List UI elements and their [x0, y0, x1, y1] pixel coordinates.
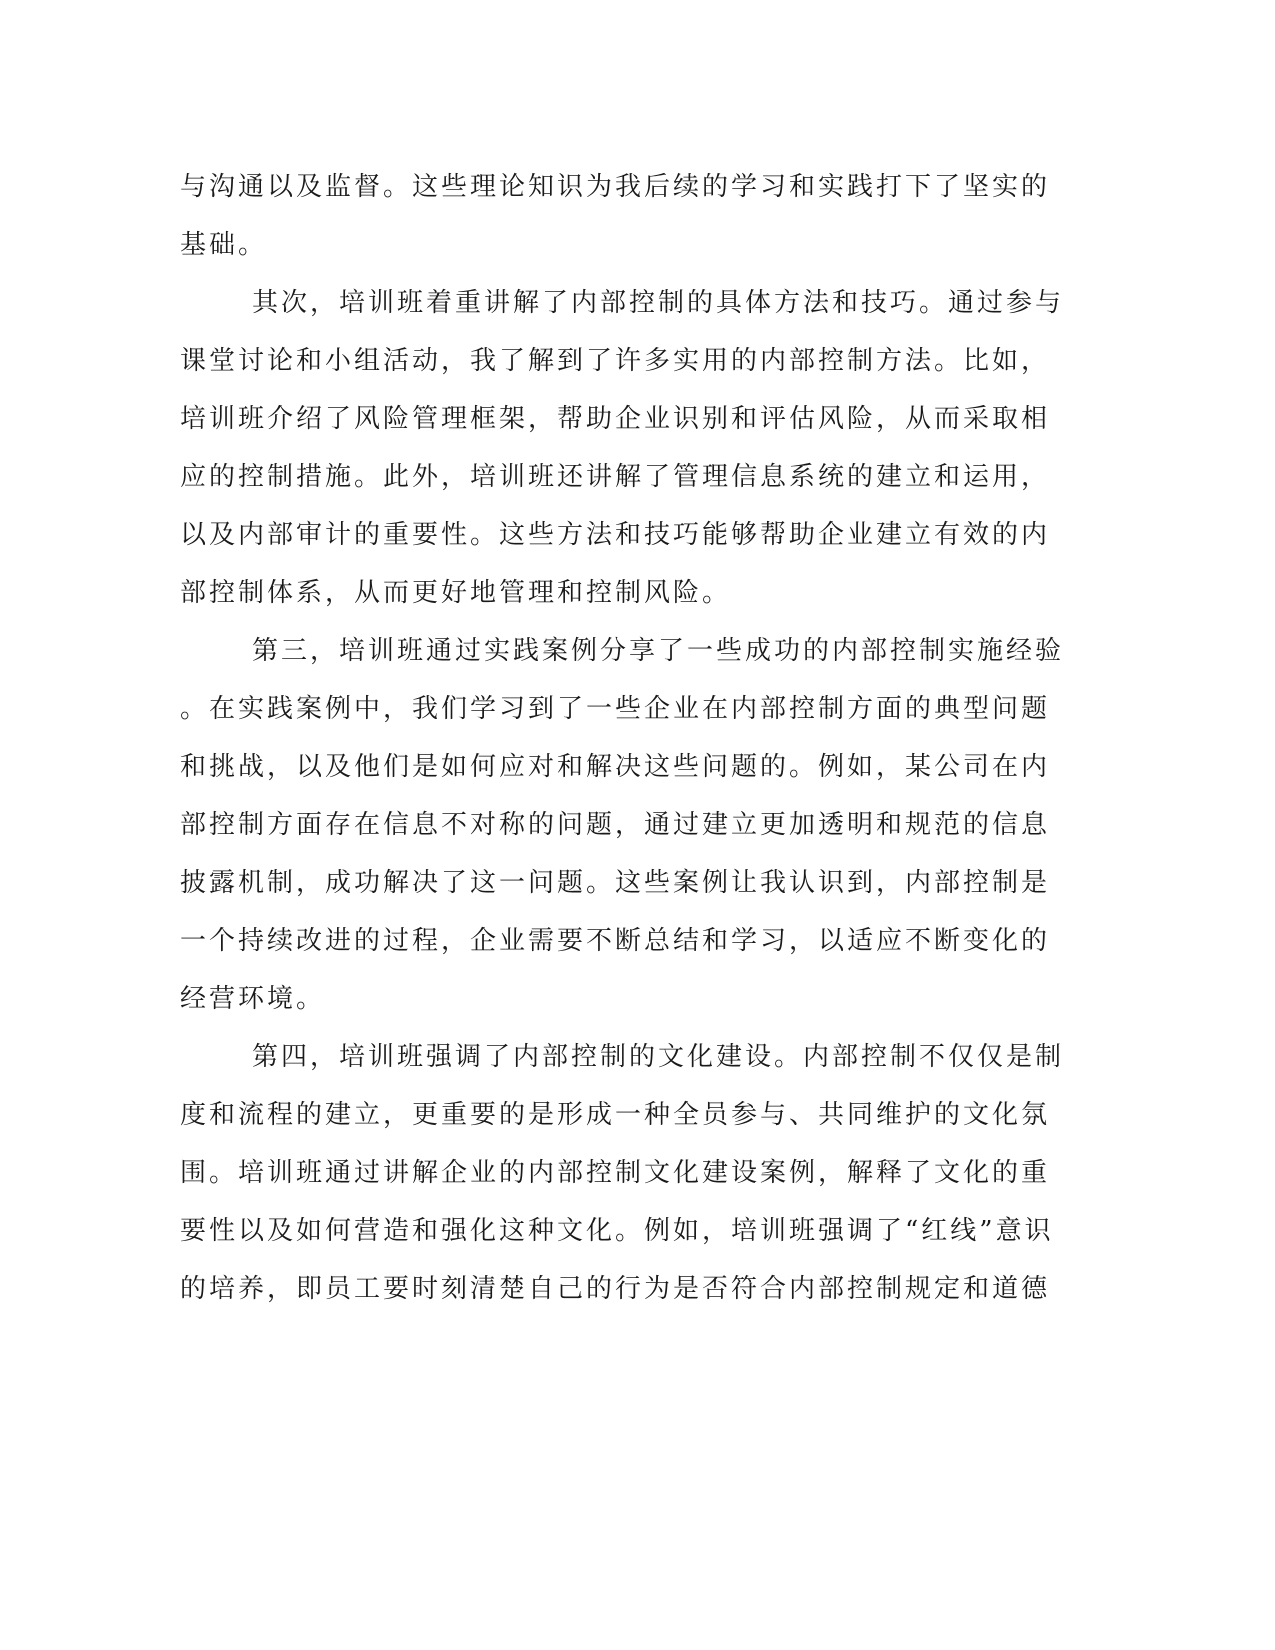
document-body [180, 158, 1065, 1318]
text-line: 经营环境。 [180, 984, 326, 1014]
text-line: 度和流程的建立，更重要的是形成一种全员参与、共同维护的文化氛 [180, 1100, 1051, 1130]
paragraph-start-line: 第三，培训班通过实践案例分享了一些成功的内部控制实施经验 [252, 636, 1065, 666]
text-line: 和挑战，以及他们是如何应对和解决这些问题的。例如，某公司在内 [180, 752, 1051, 782]
text-line: 应的控制措施。此外，培训班还讲解了管理信息系统的建立和运用， [180, 462, 1051, 492]
text-line: 部控制体系，从而更好地管理和控制风险。 [180, 578, 732, 608]
text-line: 的培养，即员工要时刻清楚自己的行为是否符合内部控制规定和道德 [180, 1274, 1051, 1304]
text-line: 。在实践案例中，我们学习到了一些企业在内部控制方面的典型问题 [180, 694, 1051, 724]
text-line: 披露机制，成功解决了这一问题。这些案例让我认识到，内部控制是 [180, 868, 1051, 898]
paragraph-start-line: 第四，培训班强调了内部控制的文化建设。内部控制不仅仅是制 [252, 1042, 1065, 1072]
text-line: 与沟通以及监督。这些理论知识为我后续的学习和实践打下了坚实的 [180, 172, 1051, 202]
text-line: 培训班介绍了风险管理框架，帮助企业识别和评估风险，从而采取相 [180, 404, 1051, 434]
paragraph-start-line: 其次，培训班着重讲解了内部控制的具体方法和技巧。通过参与 [252, 288, 1065, 318]
text-line: 围。培训班通过讲解企业的内部控制文化建设案例，解释了文化的重 [180, 1158, 1051, 1188]
text-line: 一个持续改进的过程，企业需要不断总结和学习，以适应不断变化的 [180, 926, 1051, 956]
text-line: 基础。 [180, 230, 268, 260]
text-line: 要性以及如何营造和强化这种文化。例如，培训班强调了“红线”意识 [180, 1216, 1054, 1246]
text-line: 课堂讨论和小组活动，我了解到了许多实用的内部控制方法。比如， [180, 346, 1051, 376]
text-line: 部控制方面存在信息不对称的问题，通过建立更加透明和规范的信息 [180, 810, 1051, 840]
text-line: 以及内部审计的重要性。这些方法和技巧能够帮助企业建立有效的内 [180, 520, 1051, 550]
